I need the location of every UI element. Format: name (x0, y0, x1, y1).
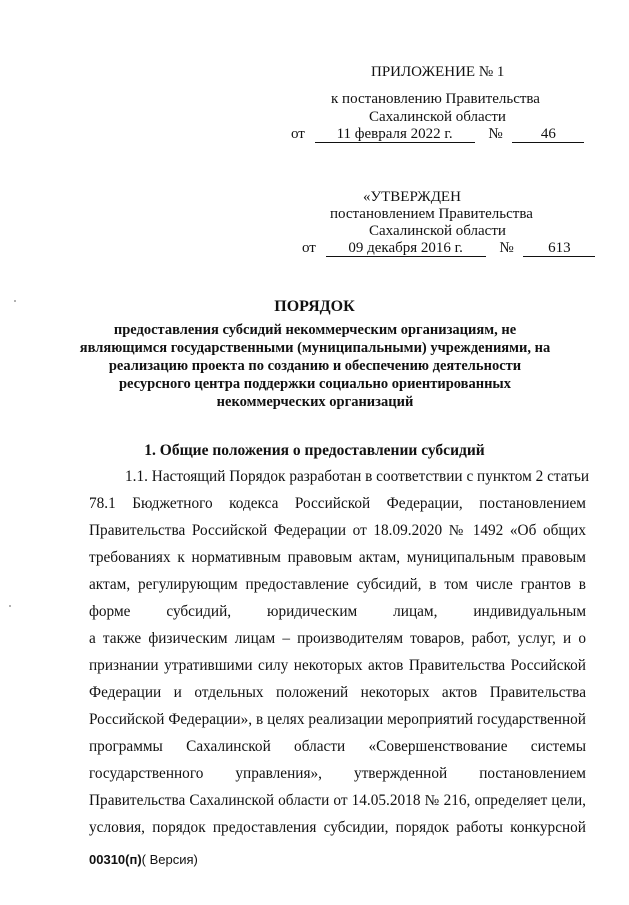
subtitle-line: являющимся государственными (муниципальными) учреждениями, на (79, 340, 551, 356)
subtitle-line: предоставления субсидий некоммерческим организациям, не (113, 322, 517, 338)
section-body (89, 463, 590, 841)
body-line: 1.1. Настоящий Порядок разработан в соответствии с пунктом 2 статьи (125, 468, 590, 485)
body-line: государственного управления», утвержденной постановлением (89, 765, 586, 782)
body-line: Федерации и отдельных положений некоторых актов Правительства (89, 684, 586, 701)
footer-code (89, 852, 198, 868)
scan-speck (14, 300, 16, 302)
body-line: Российской Федерации», в целях реализации мероприятий государственной (89, 711, 586, 728)
body-line: форме субсидий, юридическим лицам, индивидуальным (89, 603, 586, 620)
approved-date: 09 декабря 2016 г. (326, 240, 486, 257)
annex-from-label: от (291, 126, 305, 142)
subtitle-line: реализацию проекта по созданию и обеспечению деятельности (108, 358, 522, 374)
subtitle-line: ресурсного центра поддержки социально ориентированных (118, 376, 512, 392)
body-line: Правительства Сахалинской области от 14.05.2018 № 216, определяет цели, (89, 792, 586, 809)
subtitle-line: некоммерческих организаций (216, 394, 414, 410)
annex-date: 11 февраля 2022 г. (315, 126, 475, 143)
approved-title: «УТВЕРЖДЕН (363, 189, 461, 205)
body-line: программы Сахалинской области «Совершенствование системы (89, 738, 586, 755)
body-line: требованиях к нормативным правовым актам, муниципальным правовым (89, 549, 586, 566)
footer-code-number: 00310(п) (89, 852, 142, 867)
annex-date-row (291, 125, 584, 143)
body-line: актам, регулирующим предоставление субсидий, в том числе грантов в (89, 576, 586, 593)
body-line: признании утратившими силу некоторых актов Правительства Российской (89, 657, 586, 674)
document-title: ПОРЯДОК (274, 298, 355, 315)
annex-line-1: к постановлению Правительства (331, 91, 540, 107)
body-line: условия, порядок предоставления субсидии, порядок работы конкурсной (89, 819, 586, 836)
body-line: 78.1 Бюджетного кодекса Российской Федерации, постановлением (89, 495, 586, 512)
approved-line-2: Сахалинской области (369, 223, 506, 239)
approved-date-row (302, 239, 595, 257)
scan-speck (9, 605, 11, 607)
annex-number: 46 (512, 126, 584, 143)
footer-version: ( Версия) (141, 852, 198, 867)
approved-num-label: № (499, 240, 514, 256)
annex-num-label: № (488, 126, 503, 142)
annex-title: ПРИЛОЖЕНИЕ № 1 (371, 64, 505, 80)
body-line: а также физическим лицам – производителям товаров, работ, услуг, и о (89, 630, 586, 647)
approved-number: 613 (523, 240, 595, 257)
document-subtitle (75, 321, 555, 411)
body-line: Правительства Российской Федерации от 18.09.2020 № 1492 «Об общих (89, 522, 586, 539)
approved-line-1: постановлением Правительства (330, 206, 533, 222)
section-heading: 1. Общие положения о предоставлении субсидий (144, 442, 485, 459)
annex-line-2: Сахалинской области (369, 109, 506, 125)
approved-from-label: от (302, 240, 316, 256)
